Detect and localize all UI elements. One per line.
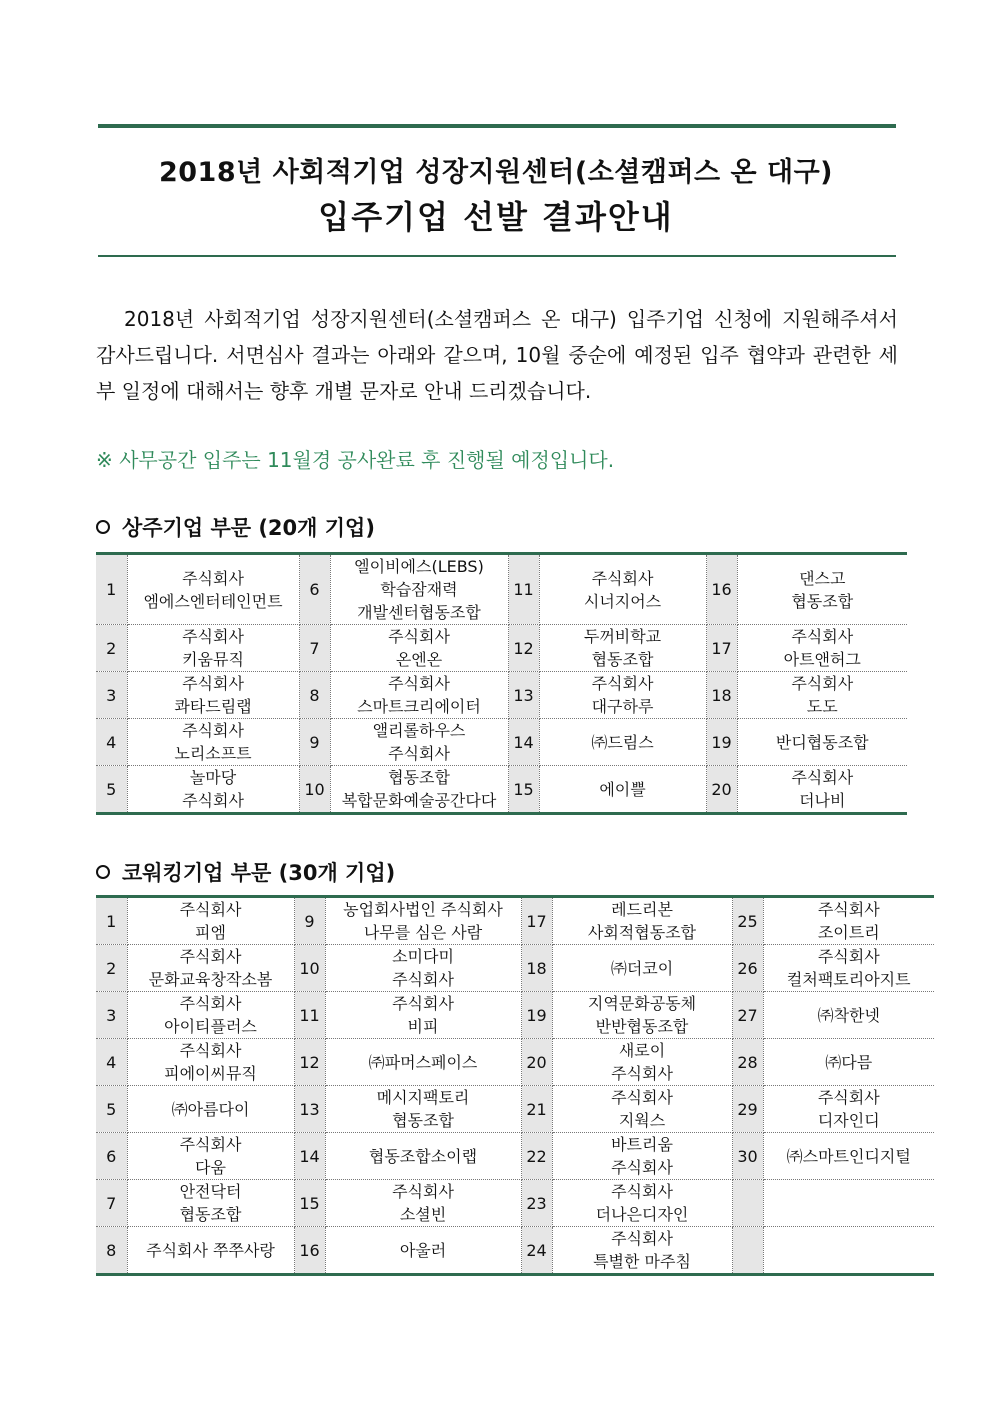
- company-name-cell: [330, 625, 508, 672]
- company-name-line: 주식회사: [611, 1158, 673, 1177]
- row-number: 11: [508, 554, 539, 625]
- row-number: 8: [299, 672, 330, 719]
- page-subtitle: 입주기업 선발 결과안내: [318, 198, 674, 236]
- company-name-line: 반반협동조합: [595, 1017, 689, 1036]
- row-number: 23: [521, 1180, 552, 1227]
- company-name-line: 피엠: [195, 923, 226, 942]
- company-name-cell: [127, 719, 299, 766]
- row-number: 12: [508, 625, 539, 672]
- company-name-line: 온엔온: [395, 650, 443, 669]
- company-name-line: 엘이비에스(LEBS): [354, 557, 484, 576]
- company-name-line: 주식회사: [611, 1229, 673, 1248]
- company-name-line: 주식회사: [388, 627, 450, 646]
- table-row: [96, 897, 934, 945]
- company-name-cell: [737, 625, 907, 672]
- company-name-line: 주식회사: [611, 1064, 673, 1083]
- company-name-line: 바트리움: [611, 1135, 673, 1154]
- company-name-line: 도도: [806, 697, 838, 716]
- row-number: 16: [706, 554, 737, 625]
- page-title: 2018년 사회적기업 성장지원센터(소셜캠퍼스 온 대구): [158, 157, 834, 188]
- row-number: [732, 1227, 763, 1275]
- company-name-line: 주식회사: [392, 994, 454, 1013]
- company-name-line: 안전닥터: [179, 1182, 242, 1201]
- company-name-line: 조이트리: [817, 923, 880, 942]
- company-name-cell: [763, 992, 934, 1039]
- company-name-line: 노리소프트: [174, 744, 252, 763]
- company-name-line: ㈜아름다이: [171, 1099, 250, 1119]
- company-name-line: 협동조합소이랩: [368, 1146, 478, 1166]
- company-name-line: 농업회사법인 주식회사: [343, 900, 503, 919]
- row-number: 2: [96, 625, 127, 672]
- company-name-line: 주식회사: [182, 568, 244, 588]
- company-name-line: 주식회사: [182, 674, 244, 693]
- company-name-line: ㈜스마트인디지털: [786, 1146, 911, 1166]
- table-row: [96, 766, 907, 814]
- company-name-cell: [552, 1086, 732, 1133]
- row-number: 14: [508, 719, 539, 766]
- company-name-line: 주식회사: [392, 970, 454, 989]
- company-name-line: 지역문화공동체: [587, 994, 697, 1013]
- company-name-line: 주식회사: [179, 1041, 242, 1060]
- table-row: [96, 992, 934, 1039]
- row-number: 14: [294, 1133, 325, 1180]
- company-name-cell: [737, 719, 907, 766]
- company-name-line: 아트앤허그: [783, 650, 861, 669]
- row-number: 19: [706, 719, 737, 766]
- company-name-cell: [552, 1227, 732, 1275]
- company-name-cell: [127, 766, 299, 814]
- table-row: [96, 1227, 934, 1275]
- row-number: 11: [294, 992, 325, 1039]
- company-name-line: 비피: [407, 1017, 439, 1036]
- company-name-cell: [330, 554, 508, 625]
- company-name-line: 주식회사: [182, 721, 244, 740]
- row-number: 7: [96, 1180, 127, 1227]
- company-name-line: 주식회사: [591, 568, 654, 588]
- row-number: 13: [294, 1086, 325, 1133]
- table-row: [96, 554, 907, 625]
- company-name-cell: [127, 945, 294, 992]
- row-number: 9: [299, 719, 330, 766]
- company-name-cell: [552, 992, 732, 1039]
- company-name-line: 주식회사: [388, 674, 450, 693]
- company-name-line: 사회적협동조합: [587, 923, 697, 942]
- row-number: 7: [299, 625, 330, 672]
- table-row: [96, 1086, 934, 1133]
- table-row: [96, 719, 907, 766]
- company-name-line: 주식회사: [591, 674, 654, 693]
- company-name-line: 주식회사: [791, 768, 854, 787]
- row-number: 17: [706, 625, 737, 672]
- company-name-line: 주식회사: [182, 627, 244, 646]
- row-number: 27: [732, 992, 763, 1039]
- company-name-cell: [763, 1227, 934, 1275]
- row-number: 10: [294, 945, 325, 992]
- company-name-cell: [325, 1227, 521, 1275]
- row-number: 12: [294, 1039, 325, 1086]
- row-number: 30: [732, 1133, 763, 1180]
- coworking-company-table: [96, 895, 934, 1276]
- company-name-cell: [127, 554, 299, 625]
- company-name-line: 협동조합: [791, 591, 854, 611]
- row-number: 3: [96, 672, 127, 719]
- company-name-cell: [539, 672, 706, 719]
- company-name-cell: [552, 1133, 732, 1180]
- company-name-line: 아이티플러스: [164, 1017, 257, 1036]
- company-name-cell: [330, 766, 508, 814]
- company-name-line: 메시지팩토리: [376, 1088, 470, 1107]
- company-name-cell: [325, 897, 521, 945]
- company-name-line: 놀마당: [189, 768, 237, 787]
- company-name-line: 주식회사: [179, 994, 242, 1013]
- company-name-line: 키움뮤직: [182, 650, 244, 669]
- row-number: 5: [96, 1086, 127, 1133]
- row-number: 3: [96, 992, 127, 1039]
- resident-company-table: [96, 552, 907, 815]
- section-coworking-label: 코워킹기업 부문 (30개 기업): [122, 861, 396, 885]
- section-resident-title: [96, 512, 375, 542]
- company-name-cell: [552, 1039, 732, 1086]
- company-name-cell: [325, 1086, 521, 1133]
- company-name-line: 피에이씨뮤직: [164, 1064, 257, 1083]
- company-name-line: 문화교육창작소봄: [148, 970, 273, 989]
- company-name-cell: [539, 625, 706, 672]
- top-rule: [98, 124, 896, 128]
- row-number: 20: [521, 1039, 552, 1086]
- company-name-cell: [330, 719, 508, 766]
- table-row: [96, 1039, 934, 1086]
- row-number: 8: [96, 1227, 127, 1275]
- company-name-line: ㈜착한넷: [817, 1005, 880, 1025]
- table-row: [96, 945, 934, 992]
- row-number: 4: [96, 1039, 127, 1086]
- company-name-cell: [127, 1227, 294, 1275]
- row-number: 17: [521, 897, 552, 945]
- company-name-line: 시너지어스: [583, 591, 662, 611]
- company-name-line: 특별한 마주침: [593, 1252, 691, 1271]
- row-number: 15: [294, 1180, 325, 1227]
- section-coworking-title: [96, 857, 395, 887]
- company-name-line: 나무를 심은 사람: [363, 923, 483, 942]
- row-number: 10: [299, 766, 330, 814]
- company-name-cell: [763, 945, 934, 992]
- intro-paragraph: 2018년 사회적기업 성장지원센터(소셜캠퍼스 온 대구) 입주기업 신청에 지원해주셔서 감사드립니다. 서면심사 결과는 아래와 같으며, 10월 중순에 예정된 입주 협약과 관련한 세부 일정에 대해서는 향후 개별 문자로 안내 드리겠습니다.: [96, 307, 898, 403]
- company-name-line: 주식회사: [179, 900, 242, 919]
- row-number: 13: [508, 672, 539, 719]
- company-name-cell: [127, 1039, 294, 1086]
- company-name-cell: [552, 1180, 732, 1227]
- row-number: 19: [521, 992, 552, 1039]
- company-name-line: 앨리롤하우스: [372, 721, 466, 740]
- company-name-cell: [127, 672, 299, 719]
- company-name-line: 주식회사: [817, 1088, 880, 1107]
- company-name-cell: [127, 1133, 294, 1180]
- company-name-line: 두꺼비학교: [583, 627, 662, 646]
- row-number: 21: [521, 1086, 552, 1133]
- company-name-cell: [325, 945, 521, 992]
- company-name-line: 협동조합: [179, 1205, 242, 1224]
- company-name-line: 주식회사: [388, 744, 450, 763]
- company-name-cell: [127, 897, 294, 945]
- company-name-line: 컬처팩토리아지트: [786, 970, 911, 989]
- row-number: 24: [521, 1227, 552, 1275]
- table-row: [96, 1180, 934, 1227]
- company-name-line: 엠에스엔터테인먼트: [143, 591, 283, 611]
- row-number: 29: [732, 1086, 763, 1133]
- company-name-line: 지웍스: [618, 1111, 666, 1130]
- company-name-line: 주식회사: [817, 900, 880, 919]
- row-number: 15: [508, 766, 539, 814]
- table-row: [96, 625, 907, 672]
- company-name-line: 협동조합: [392, 1111, 454, 1130]
- row-number: 22: [521, 1133, 552, 1180]
- company-name-line: 대구하루: [591, 697, 654, 716]
- company-name-line: ㈜다믐: [825, 1052, 873, 1072]
- company-name-line: 에이쁠: [599, 779, 646, 799]
- company-name-cell: [127, 992, 294, 1039]
- company-name-line: 주식회사: [817, 947, 880, 966]
- title-divider: [98, 255, 896, 257]
- company-name-line: 주식회사: [179, 1135, 242, 1154]
- company-name-cell: [737, 766, 907, 814]
- row-number: 2: [96, 945, 127, 992]
- company-name-line: 소미다미: [392, 947, 454, 966]
- company-name-line: 반디협동조합: [775, 732, 869, 752]
- row-number: 6: [299, 554, 330, 625]
- company-name-cell: [737, 672, 907, 719]
- circle-bullet-icon: [96, 865, 110, 879]
- company-name-line: 학습잠재력: [380, 580, 458, 599]
- table-row: [96, 672, 907, 719]
- section-resident-label: 상주기업 부문 (20개 기업): [122, 516, 375, 540]
- company-name-cell: [325, 992, 521, 1039]
- company-name-cell: [127, 1180, 294, 1227]
- company-name-line: 다움: [195, 1158, 226, 1177]
- company-name-line: ㈜더코이: [610, 958, 674, 978]
- row-number: 4: [96, 719, 127, 766]
- company-name-line: 주식회사: [611, 1088, 673, 1107]
- row-number: 16: [294, 1227, 325, 1275]
- company-name-cell: [763, 1086, 934, 1133]
- company-name-cell: [539, 719, 706, 766]
- company-name-line: 주식회사: [611, 1182, 673, 1201]
- company-name-line: 협동조합: [388, 768, 450, 787]
- company-name-line: ㈜파머스페이스: [368, 1052, 478, 1072]
- company-name-line: 주식회사: [791, 674, 854, 693]
- table-row: [96, 1133, 934, 1180]
- company-name-line: 주식회사: [179, 947, 242, 966]
- company-name-cell: [552, 897, 732, 945]
- company-name-cell: [539, 554, 706, 625]
- row-number: 28: [732, 1039, 763, 1086]
- row-number: 18: [706, 672, 737, 719]
- company-name-cell: [763, 1180, 934, 1227]
- row-number: 5: [96, 766, 127, 814]
- notice-text: ※ 사무공간 입주는 11월경 공사완료 후 진행될 예정입니다.: [96, 448, 615, 472]
- company-name-line: 더나은디자인: [595, 1205, 689, 1224]
- company-name-cell: [552, 945, 732, 992]
- row-number: 6: [96, 1133, 127, 1180]
- company-name-cell: [325, 1039, 521, 1086]
- company-name-cell: [325, 1180, 521, 1227]
- company-name-line: 개발센터협동조합: [357, 603, 481, 622]
- company-name-cell: [539, 766, 706, 814]
- company-name-cell: [127, 1086, 294, 1133]
- row-number: [732, 1180, 763, 1227]
- company-name-cell: [127, 625, 299, 672]
- company-name-line: ㈜드림스: [591, 732, 654, 752]
- company-name-line: 디자인디: [817, 1111, 880, 1130]
- company-name-cell: [763, 1039, 934, 1086]
- company-name-line: 주식회사: [392, 1182, 454, 1201]
- company-name-line: 주식회사 쭈쭈사랑: [146, 1240, 275, 1260]
- company-name-line: 협동조합: [591, 650, 654, 669]
- company-name-line: 더나비: [799, 791, 846, 810]
- company-name-line: 스마트크리에이터: [357, 697, 481, 716]
- company-name-cell: [330, 672, 508, 719]
- company-name-line: 복합문화예술공간다다: [341, 791, 497, 810]
- row-number: 18: [521, 945, 552, 992]
- company-name-line: 콰타드림랩: [174, 697, 252, 716]
- company-name-line: 새로이: [618, 1041, 666, 1060]
- company-name-line: 주식회사: [182, 791, 244, 810]
- row-number: 20: [706, 766, 737, 814]
- company-name-line: 소셜빈: [399, 1205, 447, 1224]
- circle-bullet-icon: [96, 520, 110, 534]
- company-name-cell: [737, 554, 907, 625]
- row-number: 25: [732, 897, 763, 945]
- row-number: 1: [96, 554, 127, 625]
- company-name-line: 주식회사: [791, 627, 854, 646]
- company-name-line: 댄스고: [799, 568, 846, 588]
- row-number: 26: [732, 945, 763, 992]
- company-name-cell: [763, 1133, 934, 1180]
- company-name-line: 레드리본: [611, 900, 673, 919]
- company-name-line: 아울러: [399, 1240, 447, 1260]
- row-number: 1: [96, 897, 127, 945]
- company-name-cell: [763, 897, 934, 945]
- company-name-cell: [325, 1133, 521, 1180]
- row-number: 9: [294, 897, 325, 945]
